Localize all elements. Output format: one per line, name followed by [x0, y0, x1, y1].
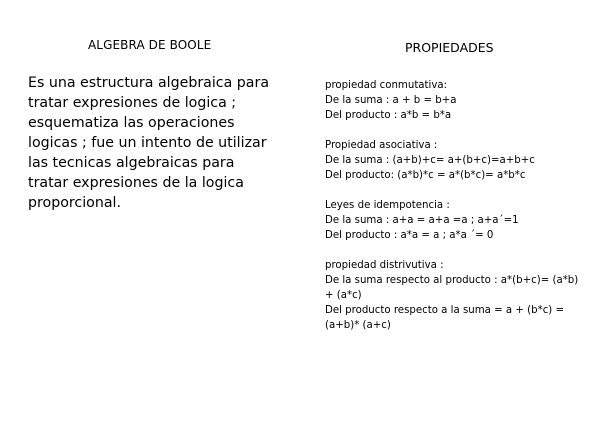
property-line: De la suma respecto al producto : a*(b+c)= (a*b) + (a*c) — [325, 275, 579, 301]
property-idempotence — [325, 198, 585, 243]
property-line: Del producto: (a*b)*c = a*(b*c)= a*b*c — [325, 170, 526, 181]
left-title: ALGEBRA DE BOOLE — [88, 38, 212, 52]
property-heading: propiedad distrivutiva : — [325, 260, 444, 271]
property-heading: Leyes de idempotencia : — [325, 200, 450, 211]
property-commutative — [325, 78, 585, 123]
property-line: Del producto respecto a la suma = a + (b*c) = (a+b)* (a+c) — [325, 305, 565, 331]
property-line: De la suma : a + b = b+a — [325, 95, 457, 106]
property-distributive — [325, 258, 585, 333]
intro-paragraph: Es una estructura algebraica para tratar expresiones de logica ; esquematiza las operaciones logicas ; fue un intento de utilizar las tecnicas algebraicas para tratar expresiones de la logica proporcional. — [28, 75, 270, 211]
property-heading: propiedad conmutativa: — [325, 80, 448, 91]
property-line: Del producto : a*b = b*a — [325, 110, 452, 121]
property-line: De la suma : (a+b)+c= a+(b+c)=a+b+c — [325, 155, 535, 166]
property-associative — [325, 138, 585, 183]
properties-title: PROPIEDADES — [405, 40, 494, 55]
property-line: Del producto : a*a = a ; a*a ´= 0 — [325, 230, 494, 241]
properties-list — [325, 78, 585, 348]
property-heading: Propiedad asociativa : — [325, 140, 438, 151]
property-line: De la suma : a+a = a+a =a ; a+a´=1 — [325, 215, 519, 226]
